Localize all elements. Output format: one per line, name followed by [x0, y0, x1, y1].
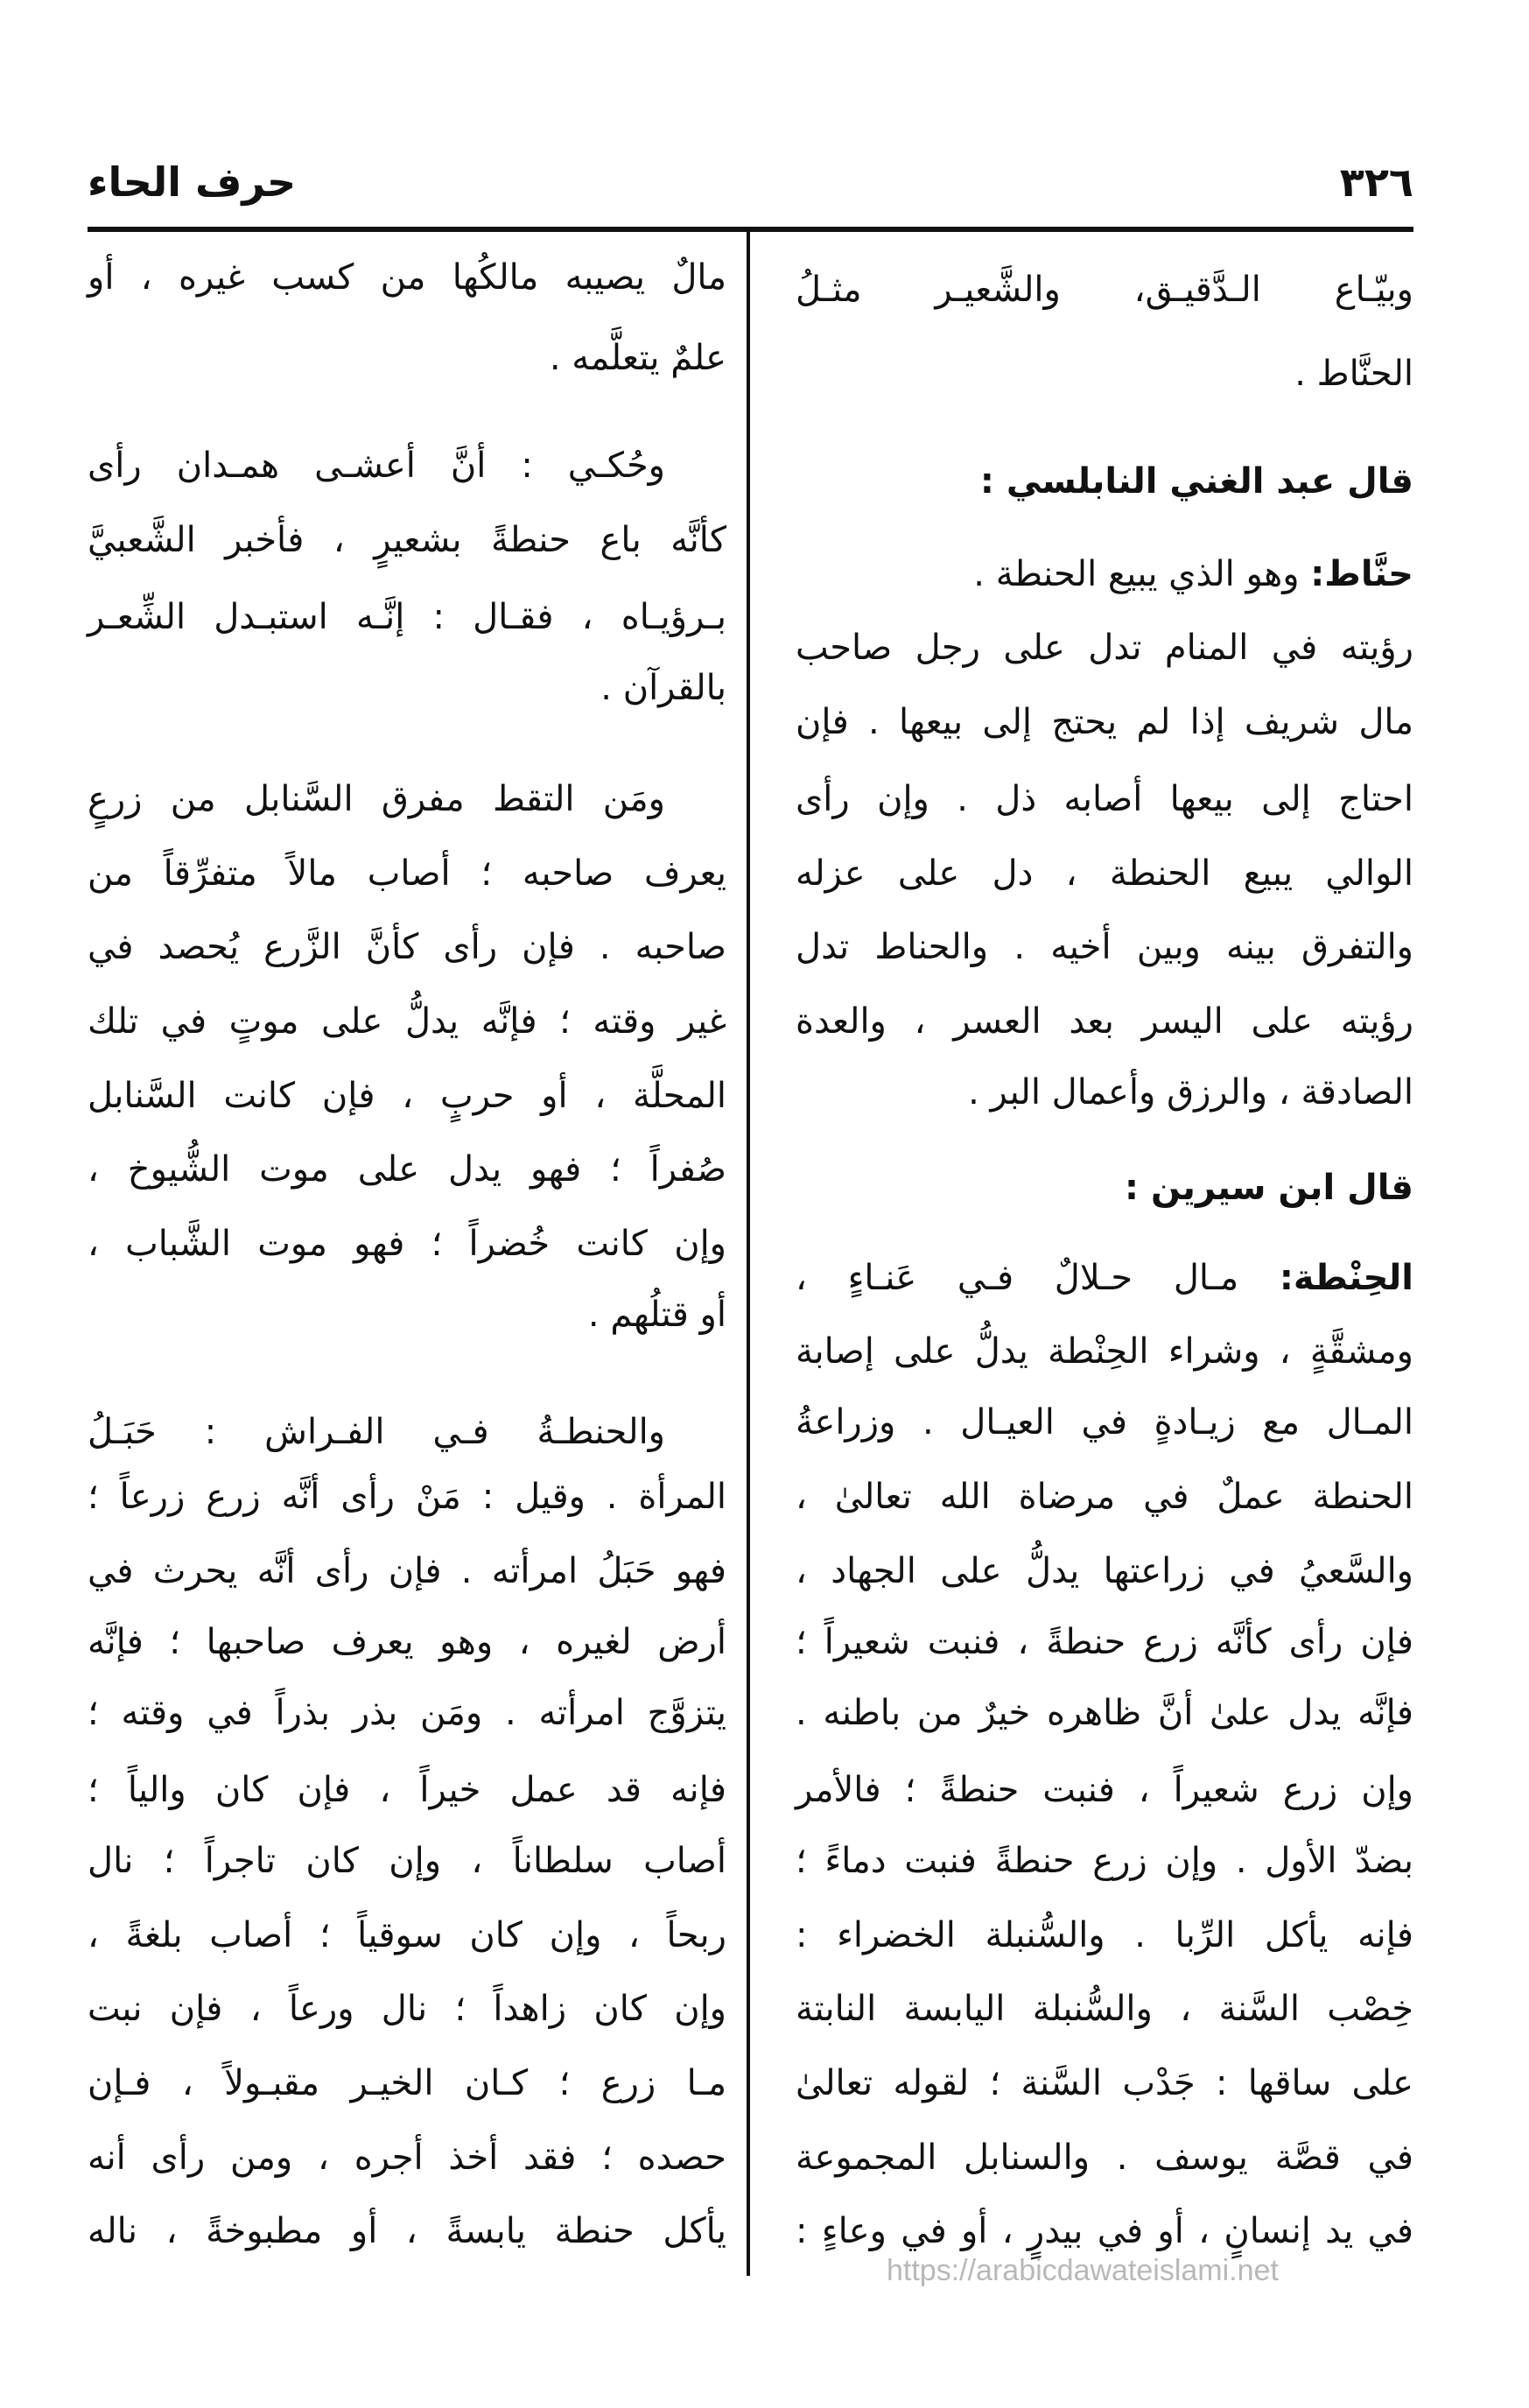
- text-line: فإنه قد عمل خيراً ، فإن كان والياً ؛: [88, 1770, 726, 1810]
- text-line: المـال مع زيـادةٍ في العيـال . وزراعةُ: [796, 1402, 1413, 1443]
- text-line: وإن كانت خُضراً ؛ فهو موت الشَّباب ،: [88, 1224, 726, 1264]
- text-line: في قصَّة يوسف . والسنابل المجموعة: [796, 2138, 1413, 2178]
- text-line: المرأة . وقيل : مَنْ رأى أنَّه زرع زرعاً ؛: [88, 1477, 726, 1517]
- text-line: يعرف صاحبه ؛ أصاب مالاً متفرِّقاً من: [88, 853, 726, 894]
- text-line: يتزوَّج امرأته . ومَن بذر بذراً في وقته ؛: [88, 1693, 726, 1733]
- text-line: غير وقته ؛ فإنَّه يدلُّ على موتٍ في تلك: [88, 1001, 726, 1042]
- text-line: ومَن التقط مفرق السَّنابل من زرعٍ: [88, 779, 665, 819]
- entry-term: حنَّاط:: [1310, 554, 1413, 594]
- text-line: ربحاً ، وإن كان سوقياً ؛ أصاب بلغةً ،: [88, 1915, 726, 1955]
- text-line: كأنَّه باع حنطةً بشعيرٍ ، فأخبر الشَّعبيَّ: [88, 520, 726, 560]
- watermark-url: https://arabicdawateislami.net: [887, 2254, 1279, 2287]
- text-line: وإن كان زاهداً ؛ نال ورعاً ، فإن نبت: [88, 1989, 726, 2029]
- text-line: المحلَّة ، أو حربٍ ، فإن كانت السَّنابل: [88, 1076, 726, 1116]
- text-line: فهو حَبَلُ امرأته . فإن رأى أنَّه يحرث في: [88, 1551, 726, 1591]
- text-line: حصده ؛ فقد أخذ أجره ، ومن رأى أنه: [88, 2138, 726, 2178]
- running-header-chapter: حرف الحاء: [88, 158, 297, 206]
- text-line: على ساقها : جَدْب السَّنة ؛ لقوله تعالىٰ: [796, 2063, 1413, 2103]
- text-line: بالقرآن .: [600, 668, 726, 708]
- section-heading: قال ابن سيرين :: [1125, 1168, 1413, 1208]
- text-line: بـرؤيـاه ، فقـال : إنَّـه استبـدل الشِّعـر: [88, 597, 726, 637]
- text-line: [796, 537, 1413, 611]
- text-line: خِصْب السَّنة ، والسُّنبلة اليابسة النابتة: [796, 1989, 1413, 2029]
- text-line: مالٌ يصيبه مالكُها من كسب غيره ، أو: [88, 257, 726, 298]
- text-line: أرض لغيره ، وهو يعرف صاحبها ؛ فإنَّه: [88, 1622, 726, 1662]
- text-line: فإنَّه يدل علىٰ أنَّ ظاهره خيرٌ من باطنه .: [796, 1693, 1413, 1733]
- text-line: علمٌ يتعلَّمه .: [549, 338, 726, 378]
- text-line: مـا زرع ؛ كـان الخيـر مقبـولاً ، فـإن: [88, 2063, 726, 2103]
- text-line: الصادقة ، والرزق وأعمال البر .: [968, 1072, 1413, 1113]
- text-line: والسَّعيُ في زراعتها يدلُّ على الجهاد ،: [796, 1551, 1413, 1591]
- column-divider: [747, 232, 750, 2276]
- text-line: احتاج إلى بيعها أصابه ذل . وإن رأى: [796, 779, 1413, 819]
- text-line: وحُكـي : أنَّ أعشـى همـدان رأى: [88, 446, 665, 486]
- text-line: رؤيته في المنام تدل على رجل صاحب: [796, 628, 1413, 668]
- text-line: صاحبه . فإن رأى كأنَّ الزَّرع يُحصد في: [88, 927, 726, 967]
- text-line: صُفراً ؛ فهو يدل على موت الشُّيوخ ،: [88, 1149, 726, 1190]
- text-line: [796, 1241, 1413, 1315]
- entry-text: مـال حـلالٌ فـي عَنـاءٍ ،: [796, 1258, 1280, 1298]
- right-column: [796, 0, 1413, 2408]
- section-heading: قال عبد الغني النابلسي :: [979, 461, 1413, 502]
- text-line: الحنطة عملٌ في مرضاة الله تعالىٰ ،: [796, 1477, 1413, 1517]
- entry-text: وهو الذي يبيع الحنطة .: [973, 554, 1311, 594]
- text-line: فإنه يأكل الرِّبا . والسُّنبلة الخضراء :: [796, 1915, 1413, 1955]
- text-line: يأكل حنطة يابسةً ، أو مطبوخةً ، ناله: [88, 2211, 726, 2251]
- text-line: وإن زرع شعيراً ، فنبت حنطةً ؛ فالأمر: [796, 1770, 1413, 1810]
- text-line: وبيّـاع الـدَّقيـق، والشَّعيـر مثـلُ: [796, 270, 1413, 310]
- text-line: رؤيته على اليسر بعد العسر ، والعدة: [796, 1001, 1413, 1042]
- entry-term: الحِنْطة:: [1279, 1258, 1413, 1298]
- text-line: والحنطـةُ فـي الفـراش : حَبَـلُ: [88, 1412, 665, 1452]
- text-line: ومشقَّةٍ ، وشراء الحِنْطة يدلُّ على إصابة: [796, 1331, 1413, 1372]
- text-line: مال شريف إذا لم يحتج إلى بيعها . فإن: [796, 702, 1413, 742]
- text-line: الوالي يبيع الحنطة ، دل على عزله: [796, 853, 1413, 894]
- text-line: في يد إنسانٍ ، أو في بيدرٍ ، أو في وعاءٍ :: [796, 2211, 1413, 2251]
- text-line: أو قتلُهم .: [587, 1295, 726, 1335]
- text-line: أصاب سلطاناً ، وإن كان تاجراً ؛ نال: [88, 1841, 726, 1881]
- left-column: [88, 0, 726, 2408]
- text-line: الحنَّاط .: [1294, 354, 1413, 394]
- text-line: فإن رأى كأنَّه زرع حنطةً ، فنبت شعيراً ؛: [796, 1622, 1413, 1662]
- text-line: والتفرق بينه وبين أخيه . والحناط تدل: [796, 927, 1413, 967]
- text-line: بضدّ الأول . وإن زرع حنطةً فنبت دماءً ؛: [796, 1841, 1413, 1881]
- page-number: ٣٢٦: [1339, 158, 1413, 206]
